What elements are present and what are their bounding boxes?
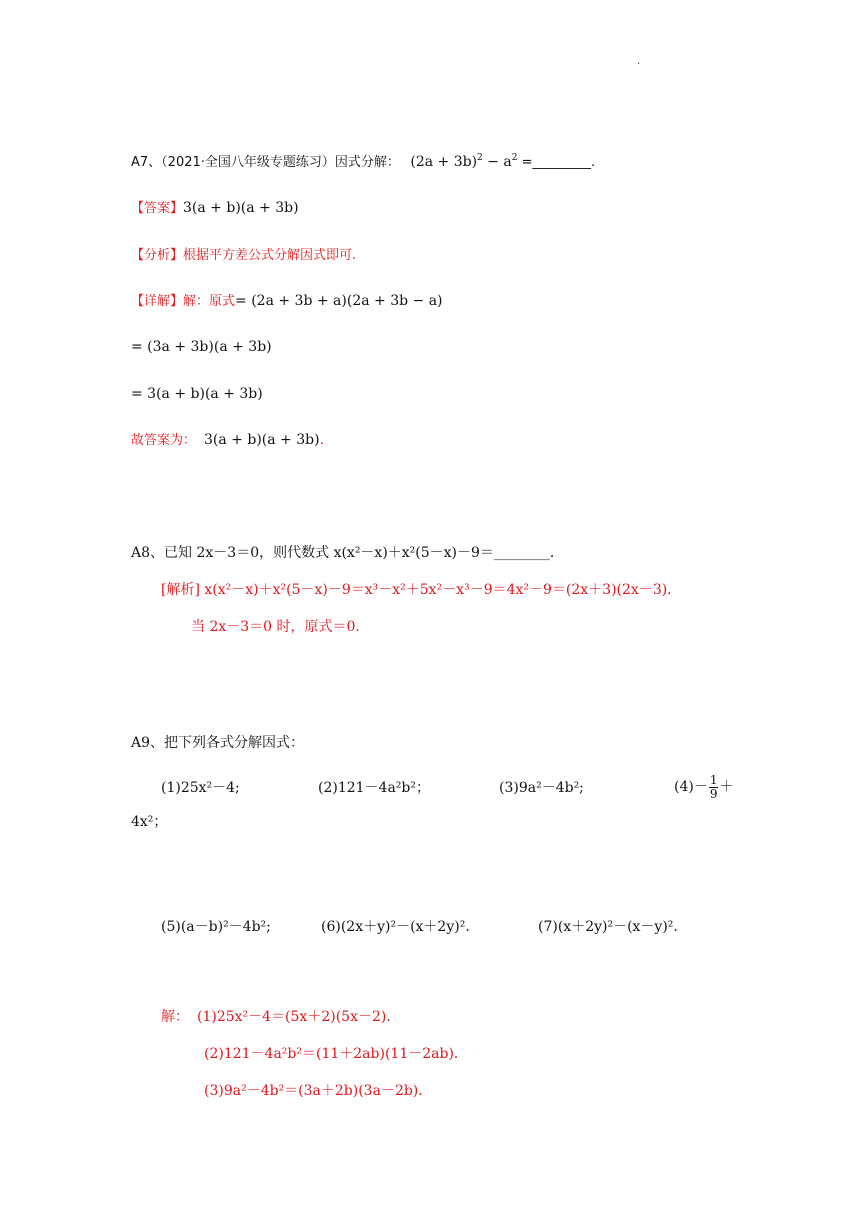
a7-analysis-text: 根据平方差公式分解因式即可. (183, 248, 357, 263)
a8-expr: x(x²－x)＋x²(5－x)－9＝________． (333, 545, 564, 561)
a9-item-4-continued: 4x²； (131, 814, 168, 830)
a7-expr-eq: = (517, 155, 533, 170)
a9-item-4-numerator: 1 (709, 772, 718, 787)
a7-detail-text: 解：原式 (183, 294, 236, 309)
a7-step-2: = (3a + 3b)(a + 3b) (131, 339, 272, 355)
a7-analysis-tag: 【分析】 (131, 248, 184, 263)
a9-item-4-post: ＋ (719, 779, 734, 795)
a7-conclusion-expr: 3(a + b)(a + 3b) (204, 432, 320, 448)
a8-solution (161, 580, 681, 600)
a7-answer-tag: 【答案】 (131, 201, 184, 216)
a8-given: 2x－3＝0，则代数式 (192, 545, 334, 561)
a7-conclusion-text: 故答案为： (131, 433, 197, 448)
a9-item-4 (674, 772, 733, 802)
a7-answer (131, 198, 299, 219)
a9-question: A9、把下列各式分解因式： (131, 735, 305, 751)
header-mark: . (637, 56, 641, 67)
a9-solution-3: (3)9a²－4b²＝(3a＋2b)(3a－2b)． (204, 1083, 433, 1099)
a7-detail-tag: 【详解】 (131, 294, 184, 309)
a9-solution-1 (161, 1007, 400, 1027)
a7-answer-expr: 3(a + b)(a + 3b) (183, 200, 299, 216)
a7-label: A7、 (131, 155, 162, 170)
a9-item-4-pre: (4)－ (674, 779, 708, 795)
a9-item-7: (7)(x＋2y)²－(x－y)². (538, 919, 678, 935)
a7-question (131, 152, 595, 173)
a7-end: . (591, 155, 596, 170)
a7-conclusion-end: . (319, 432, 325, 448)
a9-solution-tag: 解： (161, 1009, 189, 1025)
a9-solution-1-text: (1)25x²－4＝(5x＋2)(5x－2)． (197, 1009, 401, 1025)
a7-expr-minus: − a (482, 154, 512, 170)
a7-prompt: 因式分解： (334, 155, 400, 170)
a9-item-4-denominator: 9 (709, 786, 718, 801)
a7-expr-exp2: 2 (511, 153, 518, 163)
a7-blank: _________ (532, 155, 592, 170)
a9-item-3: (3)9a²－4b²; (499, 780, 584, 796)
a9-item-4-fraction (709, 774, 719, 801)
a7-expr-base: (2a + 3b) (410, 154, 478, 170)
a7-expr-exp: 2 (477, 153, 483, 163)
a7-source: （2021·全国八年级专题练习） (161, 155, 335, 170)
a7-conclusion (131, 430, 324, 451)
a7-detail (131, 291, 443, 312)
a7-analysis (131, 245, 356, 266)
a9-item-6: (6)(2x＋y)²－(x＋2y)². (321, 919, 470, 935)
a8-question (131, 543, 564, 563)
a7-detail-expr: = (2a + 3b + a)(2a + 3b − a) (235, 293, 443, 309)
a9-solution-2: (2)121－4a²b²＝(11＋2ab)(11－2ab)． (204, 1046, 468, 1062)
a9-item-2: (2)121－4a²b²； (318, 780, 430, 796)
a8-solution-text: x(x²－x)＋x²(5－x)－9＝x³－x²＋5x²－x³－9＝4x²－9＝(2x＋3)(2x－3)． (199, 582, 682, 598)
a8-label: A8、已知 (131, 545, 193, 561)
a9-item-1: (1)25x²－4; (161, 780, 240, 796)
a8-conclusion: 当 2x－3＝0 时，原式＝0. (191, 619, 360, 635)
a7-step-3: = 3(a + b)(a + 3b) (131, 386, 263, 402)
a9-item-5: (5)(a－b)²－4b²; (161, 919, 271, 935)
a8-solution-tag: [解析] (161, 582, 200, 598)
a7-expression (410, 154, 595, 170)
